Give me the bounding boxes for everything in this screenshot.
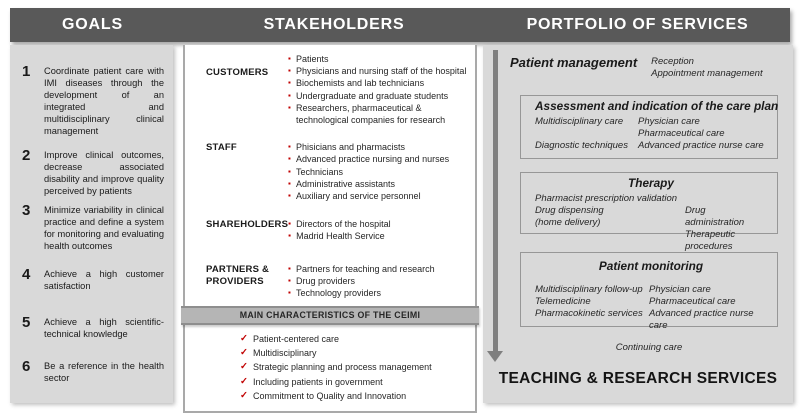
item-text: Madrid Health Service [296, 231, 385, 242]
bullet-icon: ▪ [288, 102, 291, 112]
list-item [288, 53, 475, 65]
item-text: Physician care [649, 284, 711, 295]
goal-number: 2 [22, 147, 31, 164]
bullet-icon: ▪ [288, 54, 291, 63]
item-text: Pharmacist prescription validation [535, 193, 678, 204]
list-item [288, 275, 475, 287]
banner-title: MAIN CHARACTERISTICS OF THE CEIMI [239, 310, 421, 320]
stakeholder-group-partners-providers [185, 263, 475, 300]
box-right-column [638, 116, 767, 152]
item-text: Patient-centered care [253, 334, 340, 344]
check-item [240, 332, 470, 346]
goal-number: 5 [22, 314, 31, 331]
goal-text: Be a reference in the health sector [44, 361, 164, 383]
box-right-column [649, 284, 767, 332]
item-text: Auxiliary and service personnel [296, 191, 421, 202]
goals-column-title: GOALS [62, 16, 123, 33]
item-text: Advanced practice nursing and nurses [296, 154, 450, 165]
characteristics-banner [181, 306, 479, 325]
bullet-icon: ▪ [288, 178, 291, 188]
goal-text: Coordinate patient care with IMI diseases through the development of an integrated and multidisciplinary clinical management [44, 66, 164, 136]
goal-item-6 [10, 360, 173, 384]
goal-item-1 [10, 65, 173, 137]
bullet-icon: ▪ [288, 231, 291, 241]
list-item [288, 178, 475, 190]
check-icon: ✓ [240, 333, 248, 344]
down-arrow-icon [487, 50, 503, 362]
item-text: Biochemists and lab technicians [296, 78, 425, 89]
patient-management-items [651, 55, 762, 80]
item-text: Advanced practice nurse care [638, 140, 764, 151]
check-item [240, 389, 470, 403]
box-columns [535, 205, 767, 253]
box-columns [535, 284, 767, 332]
item-text: Multidisciplinary [253, 348, 317, 359]
list-item [288, 287, 475, 299]
bullet-icon: ▪ [288, 191, 291, 201]
teaching-research-title: TEACHING & RESEARCH SERVICES [498, 370, 778, 387]
item-text: Therapeutic procedures [685, 229, 736, 252]
item-text: Physicians and nursing staff of the hospital [296, 66, 467, 77]
item-text: Commitment to Quality and Innovation [253, 390, 407, 401]
portfolio-column-title: PORTFOLIO OF SERVICES [526, 16, 749, 33]
item-text: Telemedicine [535, 296, 591, 307]
goal-number: 3 [22, 202, 31, 219]
arrow-head [487, 351, 503, 362]
list-item [288, 141, 475, 153]
patient-management-label: Patient management [510, 55, 638, 70]
item-text: Technicians [296, 166, 344, 177]
stakeholder-group-customers [185, 53, 475, 126]
group-items [288, 53, 475, 126]
item-text: (home delivery) [535, 217, 601, 228]
item-text: Undergraduate and graduate students [296, 90, 449, 101]
bullet-icon: ▪ [288, 142, 291, 152]
goal-text: Improve clinical outcomes, decrease associated disability and improve quality perceived by patients [44, 150, 164, 196]
item-text: Phisicians and pharmacists [296, 142, 406, 153]
arrow-stem [493, 50, 498, 351]
stakeholders-panel [183, 45, 477, 413]
group-items [288, 263, 475, 300]
group-label: STAFF [206, 142, 237, 154]
box-title: Therapy [628, 176, 674, 190]
bullet-icon: ▪ [288, 219, 291, 229]
item-text: Diagnostic techniques [535, 140, 628, 151]
list-item [288, 263, 475, 275]
item-text: Pharmaceutical care [638, 128, 725, 139]
goal-text: Achieve a high customer satisfaction [44, 269, 164, 291]
list-item [288, 90, 475, 102]
check-icon: ✓ [240, 389, 248, 401]
goals-panel [10, 45, 173, 403]
list-item [288, 102, 475, 126]
list-item [288, 190, 475, 202]
goal-item-3 [10, 204, 173, 252]
bullet-icon: ▪ [288, 66, 291, 76]
check-icon: ✓ [240, 347, 248, 359]
box-title: Patient monitoring [598, 259, 704, 273]
item-text: Reception [651, 56, 694, 67]
stakeholder-group-staff [185, 141, 475, 202]
group-label: PARTNERS & PROVIDERS [206, 263, 270, 287]
item-text: Drug dispensing [535, 205, 604, 216]
check-item [240, 346, 470, 360]
box-left-column [535, 205, 685, 253]
service-box-assessment [520, 95, 778, 159]
goal-item-2 [10, 149, 173, 197]
group-label: SHAREHOLDERS [206, 219, 289, 231]
list-item [288, 77, 475, 89]
service-box-therapy [520, 172, 778, 252]
item-text: Including patients in government [253, 376, 383, 387]
item-text: Pharmacokinetic services [535, 308, 643, 319]
group-label: CUSTOMERS [206, 67, 269, 78]
goal-item-4 [10, 268, 173, 292]
box-title: Assessment and indication of the care plan [535, 99, 779, 113]
item-text: Advanced practice nurse care [649, 308, 754, 331]
goal-number: 6 [22, 358, 31, 375]
continuing-care-label: Continuing care [615, 342, 683, 353]
item-text: Administrative assistants [296, 178, 396, 189]
stakeholders-column-title: STAKEHOLDERS [263, 16, 405, 33]
item-text: Strategic planning and process management [253, 362, 432, 373]
ceimi-characteristics-list [240, 332, 470, 403]
header-bar [10, 8, 790, 42]
group-items [288, 141, 475, 202]
item-text: Patients [296, 54, 329, 64]
bullet-icon: ▪ [288, 90, 291, 100]
item-text: Multidisciplinary care [535, 116, 624, 127]
item-text: Technology providers [296, 288, 382, 299]
bullet-icon: ▪ [288, 154, 291, 164]
check-icon: ✓ [240, 361, 248, 373]
patient-management-row [510, 45, 793, 80]
item-text: Drug providers [296, 275, 356, 286]
item-text: Partners for teaching and research [296, 263, 435, 274]
goal-text: Minimize variability in clinical practice and define a system for monitoring and evaluating health outcomes [44, 205, 164, 251]
list-item [288, 153, 475, 165]
service-box-patient-monitoring [520, 252, 778, 331]
item-text: Pharmaceutical care [649, 296, 736, 307]
item-text: Drug administration [685, 205, 745, 228]
bullet-icon: ▪ [288, 78, 291, 88]
list-item [288, 65, 475, 77]
portfolio-panel [483, 45, 793, 403]
check-item [240, 375, 470, 389]
goal-number: 4 [22, 266, 31, 283]
check-icon: ✓ [240, 375, 248, 387]
item-text: Researchers, pharmaceutical & technological companies for research [296, 102, 446, 126]
stakeholder-group-shareholders [185, 218, 475, 242]
goal-number: 1 [22, 63, 31, 80]
list-item [288, 218, 475, 230]
bullet-icon: ▪ [288, 166, 291, 176]
goal-text: Achieve a high scientific-technical knowledge [44, 317, 164, 339]
item-text: Appointment management [651, 68, 763, 79]
box-right-column [685, 205, 767, 253]
item-text: Physician care [638, 116, 700, 127]
group-items [288, 218, 475, 242]
box-left-column [535, 284, 649, 332]
box-left-column [535, 116, 638, 152]
bullet-icon: ▪ [288, 275, 291, 285]
list-item [288, 230, 475, 242]
item-text: Multidisciplinary follow-up [535, 284, 643, 295]
bullet-icon: ▪ [288, 263, 291, 273]
list-item [288, 166, 475, 178]
item-text: Directors of the hospital [296, 219, 391, 230]
goal-item-5 [10, 316, 173, 340]
box-columns [535, 116, 767, 152]
check-item [240, 360, 470, 374]
bullet-icon: ▪ [288, 288, 291, 298]
